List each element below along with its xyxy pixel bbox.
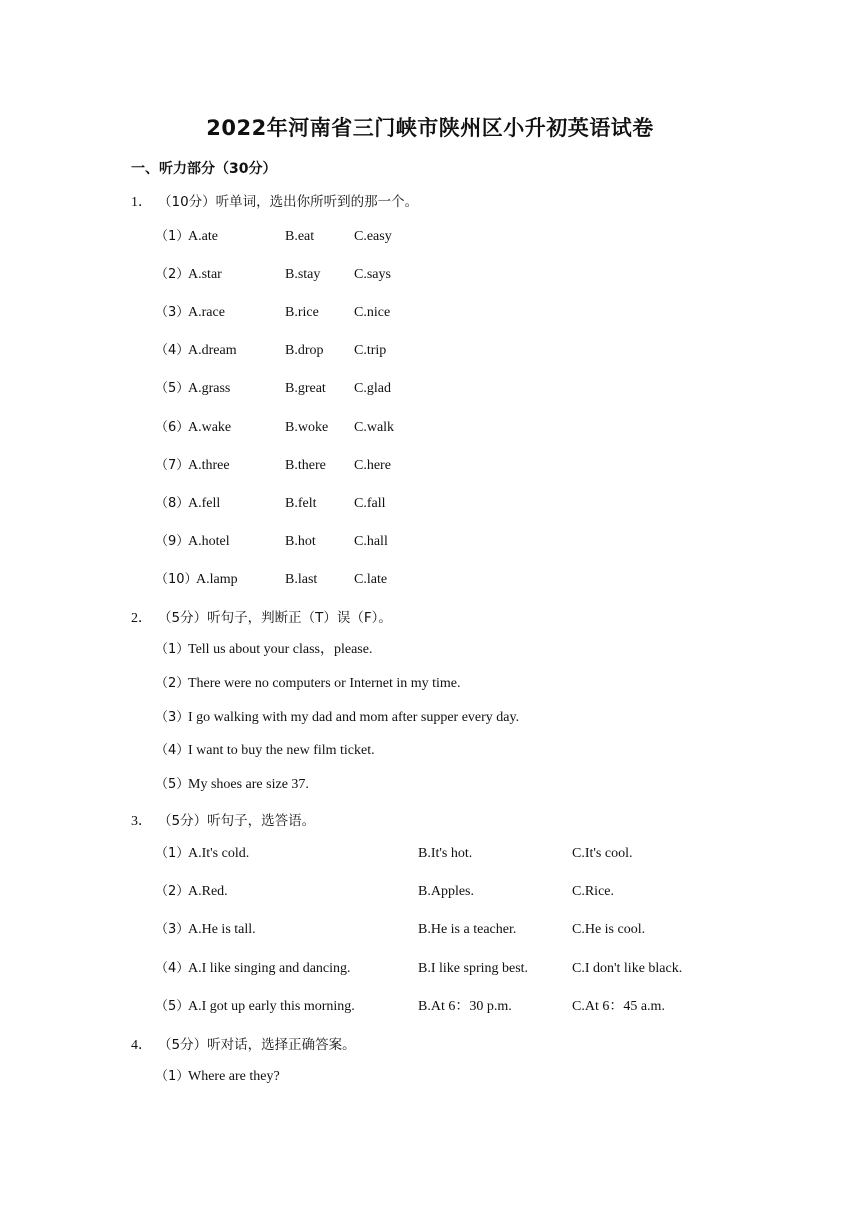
item-number: （3） [155,922,190,938]
option-a: A.star [188,267,222,283]
option-b: B.last [285,571,318,587]
option-b: B.He is a teacher. [418,922,517,938]
option-a: A.Red. [188,884,228,900]
option-c: C.I don't like black. [572,960,683,976]
sentence-text: I want to buy the new film ticket. [188,743,375,759]
item-number: （6） [155,419,190,435]
option-c: C.fall [354,495,386,511]
item-number: （4） [155,343,190,359]
option-c: C.late [354,571,388,587]
item-number: （2） [155,675,190,691]
sentence-text: Tell us about your class，please. [188,642,373,657]
option-c: C.here [354,457,391,473]
option-c: C.nice [354,305,391,321]
item-number: （10） [155,571,198,587]
sentence-row [155,1067,280,1087]
sentence-text: I go walking with my dad and mom after supper every day. [188,709,520,725]
option-b: B.great [285,381,326,397]
option-a: A.He is tall. [188,922,256,938]
question-text: （5分）听对话，选择正确答案。 [158,1037,356,1053]
option-a: A.lamp [196,571,238,587]
question-number: 1． [131,195,152,210]
option-b: B.It's hot. [418,846,473,861]
option-b: B.I like spring best. [418,960,529,976]
option-b: B.woke [285,419,329,435]
option-b: B.felt [285,495,317,511]
question-text: （5分）听句子，判断正（T）误（F）。 [158,610,392,626]
item-number: （5） [155,777,190,793]
sentence-row [155,674,461,694]
question-2 [131,606,392,627]
option-a: A.hotel [188,533,230,549]
sentence-text: There were no computers or Internet in my time. [188,675,461,691]
option-c: C.easy [354,229,392,244]
option-c: C.trip [354,343,387,359]
question-number: 4． [131,1038,152,1053]
option-c: C.It's cool. [572,846,633,861]
item-number: （8） [155,495,190,511]
item-number: （2） [155,267,190,283]
question-number: 3． [131,814,152,829]
option-b: B.eat [285,229,315,244]
question-text: （10分）听单词，选出你所听到的那一个。 [158,194,419,210]
item-number: （5） [155,998,190,1014]
question-1 [131,190,418,211]
option-b: B.hot [285,533,316,549]
item-number: （5） [155,381,190,397]
option-c: C.walk [354,419,395,435]
option-b: B.drop [285,343,324,359]
sentence-row [155,775,309,795]
item-number: （9） [155,533,190,549]
item-number: （1） [155,229,190,244]
option-a: A.grass [188,381,231,397]
option-b: B.rice [285,305,319,321]
item-number: （3） [155,305,190,321]
option-c: C.He is cool. [572,922,646,938]
option-b: B.there [285,457,326,473]
item-number: （3） [155,709,190,725]
item-number: （4） [155,960,190,976]
item-number: （1） [155,846,190,861]
option-a: A.It's cold. [188,846,250,861]
question-3 [131,809,315,830]
question-number: 2． [131,611,152,626]
option-a: A.I like singing and dancing. [188,960,351,976]
option-b: B.At 6：30 p.m. [418,998,512,1014]
item-number: （4） [155,743,190,759]
option-c: C.Rice. [572,884,614,900]
item-number: （1） [155,642,190,657]
option-a: A.I got up early this morning. [188,998,355,1014]
sentence-row [155,741,375,761]
section-heading: 一、听力部分（30分） [131,161,277,177]
sentence-row [155,640,372,660]
option-a: A.fell [188,495,221,511]
item-number: （1） [155,1069,190,1084]
item-number: （2） [155,884,190,900]
option-c: C.At 6：45 a.m. [572,998,665,1014]
option-a: A.three [188,457,230,473]
sentence-row [155,708,519,728]
option-c: C.says [354,267,391,283]
option-a: A.dream [188,343,237,359]
question-4 [131,1033,356,1054]
option-c: C.hall [354,533,388,549]
option-a: A.race [188,305,225,321]
sentence-text: My shoes are size 37. [188,777,309,793]
option-c: C.glad [354,381,391,397]
item-number: （7） [155,457,190,473]
question-text: （5分）听句子，选答语。 [158,813,316,829]
exam-title: 2022年河南省三门峡市陕州区小升初英语试卷 [206,116,654,140]
option-a: A.wake [188,419,232,435]
sentence-text: Where are they? [188,1069,280,1084]
option-b: B.stay [285,267,321,283]
option-a: A.ate [188,229,218,244]
option-b: B.Apples. [418,884,474,900]
